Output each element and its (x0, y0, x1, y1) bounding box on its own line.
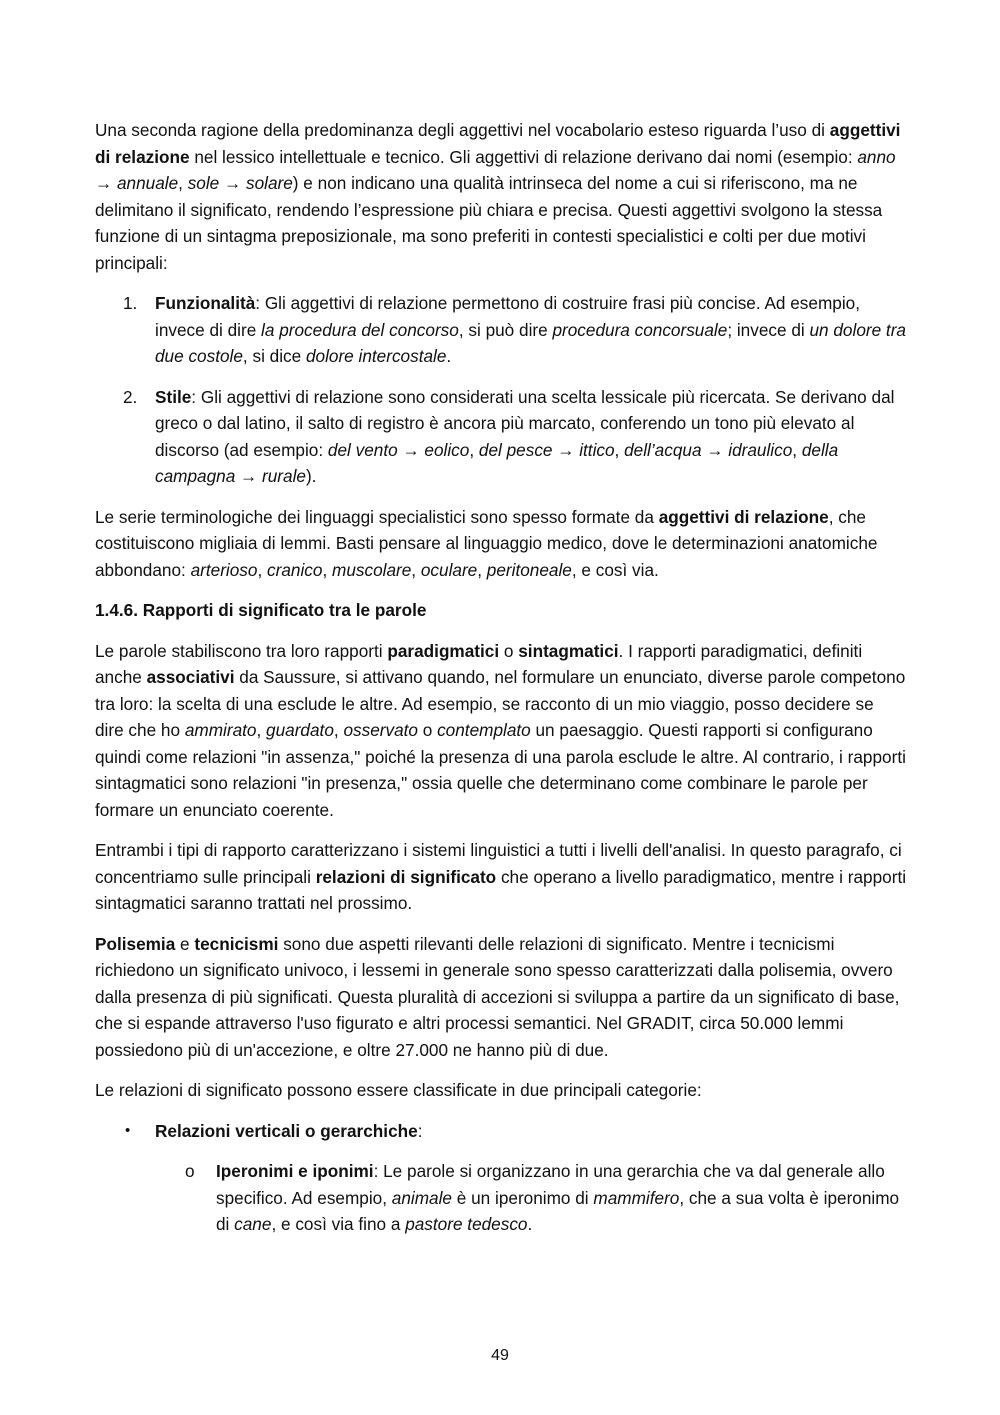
italic-example: pastore tedesco (405, 1214, 528, 1234)
list-number: 2. (123, 386, 138, 407)
paragraph-serie-terminologiche: Le serie terminologiche dei linguaggi specialistici sono spesso formate da aggettivi di relazione, che costituiscono migliaia di lemmi. Basti pensare al linguaggio medico, dove le determinazioni anatomiche abbondano: arterioso, cranico, muscolare, oculare, peritoneale, e così via. (95, 506, 878, 580)
italic-example: del pesce → ittico (478, 439, 615, 460)
italic-example: animale (391, 1187, 452, 1208)
bullet-list-item: • Relazioni verticali o gerarchiche: (95, 1118, 907, 1145)
paragraph-tipi-rapporto: Entrambi i tipi di rapporto caratterizzano i sistemi linguistici a tutti i livelli dell'analisi. In questo paragrafo, ci concentriamo sulle principali relazioni di significato che operano a livello paradigmatico, mentre i rapporti sintagmatici saranno trattati nel prossimo. (95, 840, 907, 913)
italic-example: arterioso (190, 559, 258, 580)
italic-example: dell’acqua → idraulico (624, 439, 793, 460)
circle-bullet-icon: o (185, 1161, 195, 1181)
italic-example: sole → solare (187, 173, 293, 193)
italic-example: dolore intercostale (305, 346, 447, 366)
italic-example: muscolare (332, 559, 412, 580)
italic-example: peritoneale (486, 559, 572, 580)
italic-example: un dolore tra due costole (155, 319, 906, 366)
italic-example: anno → annuale (95, 146, 896, 193)
bold-term: Polisemia (95, 933, 176, 954)
italic-example: del vento → eolico (327, 439, 470, 460)
bold-term: aggettivi di relazione (95, 120, 901, 167)
italic-example: guardato (266, 720, 334, 740)
page-number: 49 (491, 1347, 509, 1364)
bold-term: aggettivi di relazione (658, 506, 829, 527)
italic-example: ammirato (184, 720, 257, 740)
bold-term: paradigmatici (387, 640, 500, 661)
italic-example: cranico (267, 559, 323, 580)
paragraph-categorie: Le relazioni di significato possono essere classificate in due principali categorie: (95, 1080, 702, 1100)
list-number: 1. (123, 293, 138, 313)
section-heading: 1.4.6. Rapporti di significato tra le parole (95, 600, 427, 620)
italic-example: cane (234, 1214, 272, 1234)
bullet-icon: • (125, 1121, 131, 1139)
bold-term: Funzionalità (155, 293, 256, 313)
paragraph-polisemia: Polisemia e tecnicismi sono due aspetti rilevanti delle relazioni di significato. Mentre i tecnicismi richiedono un significato univoco, i lessemi in generale sono spesso caratterizzati dalla polisemia, ovvero dalla presenza di più significati. Questa pluralità di accezioni si sviluppa a partire da un significato di base, che si espande attraverso l'uso figurato e altri processi semantici. Nel GRADIT, circa 50.000 lemmi possiedono più di un'accezione, e oltre 27.000 ne hanno più di due. (95, 933, 900, 1060)
italic-example: osservato (343, 720, 418, 740)
bold-term: sintagmatici (518, 640, 619, 661)
numbered-list-item-funzionalita: 1. Funzionalità: Gli aggettivi di relazione permettono di costruire frasi più concise. Ad esempio, invece di dire la procedura del concorso, si può dire procedura concorsuale; invece di un dolore tra due costole, si dice dolore intercostale. (95, 290, 907, 370)
bold-term: Stile (155, 386, 192, 407)
document-page (95, 117, 907, 1252)
italic-example: contemplato (437, 720, 531, 740)
numbered-list-item-stile: 2. Stile: Gli aggettivi di relazione sono considerati una scelta lessicale più ricercata. Se derivano dal greco o dal latino, il salto di registro è ancora più marcato, conferendo un tono più elevato al discorso (ad esempio: del vento → eolico, del pesce → ittico, dell’acqua → idraulico, della campagna → rurale). (95, 384, 907, 490)
bold-term: relazioni di significato (315, 866, 497, 887)
bold-term: Iperonimi e iponimi (216, 1161, 374, 1181)
italic-example: mammifero (593, 1187, 680, 1208)
italic-example: la procedura del concorso (261, 319, 459, 340)
bold-term: Relazioni verticali o gerarchiche (155, 1120, 418, 1141)
bold-term: associativi (146, 667, 235, 687)
italic-example: procedura concorsuale (552, 319, 728, 340)
sub-bullet-list-item: o Iperonimi e iponimi: Le parole si organizzano in una gerarchia che va dal generale allo specifico. Ad esempio, animale è un iperonimo di mammifero, che a sua volta è iperonimo di cane, e così via fino a pastore tedesco. (95, 1158, 907, 1238)
bold-term: tecnicismi (194, 933, 279, 954)
italic-example: oculare (420, 559, 478, 580)
paragraph-aggettivi-relazione: Una seconda ragione della predominanza degli aggettivi nel vocabolario esteso riguarda l’uso di aggettivi di relazione nel lessico intellettuale e tecnico. Gli aggettivi di relazione derivano dai nomi (esempio: anno → annuale, sole → solare) e non indicano una qualità intrinseca del nome a cui si riferiscono, ma ne delimitano il significato, rendendo l’espressione più chiara e precisa. Questi aggettivi svolgono la stessa funzione di un sintagma preposizionale, ma sono preferiti in contesti specialistici e colti per due motivi principali: (95, 120, 901, 273)
paragraph-rapporti: Le parole stabiliscono tra loro rapporti paradigmatici o sintagmatici. I rapporti paradigmatici, definiti anche associativi da Saussure, si attivano quando, nel formulare un enunciato, diverse parole competono tra loro: la scelta di una esclude le altre. Ad esempio, se racconto di un mio viaggio, posso decidere se dire che ho ammirato, guardato, osservato o contemplato un paesaggio. Questi rapporti si configurano quindi come relazioni "in assenza," poiché la presenza di una parola esclude le altre. Al contrario, i rapporti sintagmatici sono relazioni "in presenza," ossia quelle che determinano come combinare le parole per formare un enunciato coerente. (95, 640, 906, 820)
italic-example: della campagna → rurale (155, 439, 839, 486)
